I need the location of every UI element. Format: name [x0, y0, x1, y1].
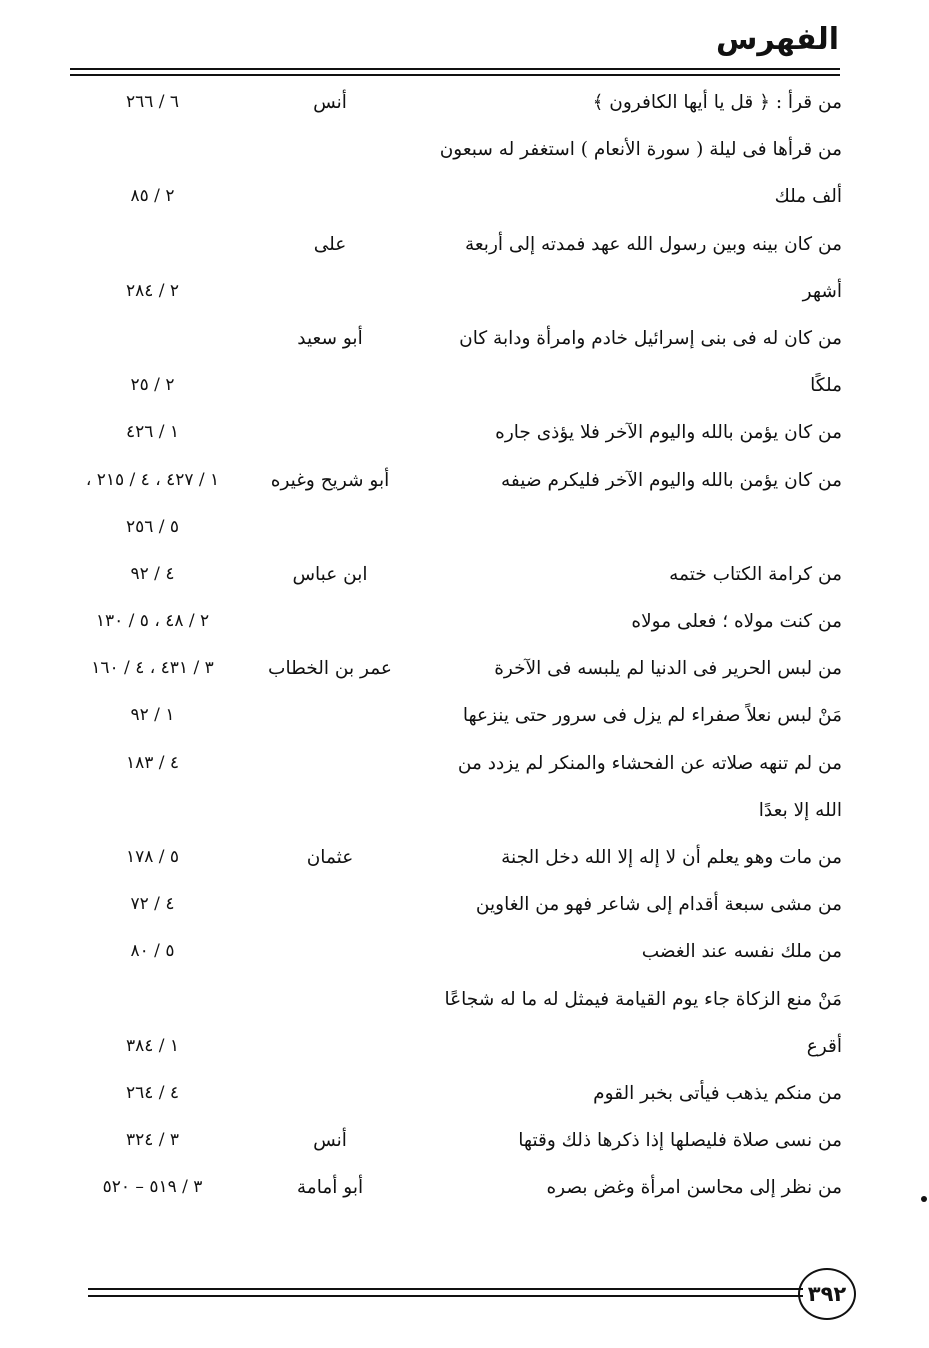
narrator-name: عمر بن الخطاب	[268, 658, 392, 680]
page-title: الفهرس	[715, 22, 839, 57]
volume-page-reference: ٣ / ٤٣١ ، ٤ / ١٦٠	[91, 658, 214, 679]
hadith-text: ملكًا	[810, 375, 842, 397]
hadith-text: من كرامة الكتاب ختمه	[669, 563, 842, 585]
hadith-text: من كان يؤمن بالله واليوم الآخر فلا يؤذى جاره	[495, 422, 842, 444]
narrator-name: أبو شريح وغيره	[270, 469, 390, 491]
narrator-name: أبو سعيد	[297, 327, 363, 349]
hadith-text: ألف ملك	[774, 186, 842, 208]
hadith-text: من مشى سبعة أقدام إلى شاعر فهو من الغاوين	[475, 894, 842, 916]
narrator-name: ابن عباس	[292, 563, 368, 585]
hadith-text: من قرأ : ﴿ قل يا أيها الكافرون ﴾	[592, 92, 842, 113]
volume-page-reference: ٤ / ٩٢	[130, 563, 175, 584]
volume-page-reference: ٤ / ٧٢	[130, 894, 175, 915]
index-row	[60, 129, 850, 176]
index-row	[60, 743, 850, 790]
header-rule-bottom	[70, 74, 840, 76]
index-row	[60, 931, 850, 978]
hadith-text: من كان يؤمن بالله واليوم الآخر فليكرم ضيفه	[501, 469, 842, 491]
hadith-text: من لبس الحرير فى الدنيا لم يلبسه فى الآخرة	[494, 658, 842, 680]
narrator-name: على	[313, 233, 347, 255]
volume-page-reference: ٤ / ١٨٣	[125, 752, 180, 773]
index-row	[60, 884, 850, 931]
page-number: ٣٩٢	[798, 1268, 856, 1320]
footer-rule-top	[88, 1288, 803, 1290]
index-row	[60, 318, 850, 365]
index-row	[60, 790, 850, 837]
hadith-text: من منكم يذهب فيأتى بخبر القوم	[593, 1082, 842, 1104]
volume-page-reference: ٦ / ٢٦٦	[125, 92, 180, 112]
index-row	[60, 460, 850, 507]
hadith-text: مَنْ منع الزكاة جاء يوم القيامة فيمثل له ما له شجاعًا	[444, 988, 842, 1010]
narrator-name: عثمان	[306, 847, 354, 868]
hadith-text: من نسى صلاة فليصلها إذا ذكرها ذلك وقتها	[518, 1130, 842, 1152]
header-rule-top	[70, 68, 840, 70]
volume-page-reference: ٥ / ٢٥٦	[125, 516, 180, 537]
index-row	[60, 695, 850, 742]
index-row	[60, 271, 850, 318]
hadith-text: من نظر إلى محاسن امرأة وغض بصره	[546, 1177, 842, 1199]
index-row	[60, 176, 850, 223]
index-row	[60, 82, 850, 129]
index-row	[60, 507, 850, 554]
volume-page-reference: ٣ / ٥١٩ – ٥٢٠	[102, 1177, 203, 1198]
index-row	[60, 601, 850, 648]
hadith-text: من كان له فى بنى إسرائيل خادم وامرأة ودابة كان	[459, 327, 842, 349]
hadith-text: من لم تنهه صلاته عن الفحشاء والمنكر لم يزدد من	[457, 752, 842, 774]
hadith-text: من كان بينه وبين رسول الله عهد فمدته إلى أربعة	[464, 233, 842, 255]
index-row	[60, 1026, 850, 1073]
index-row	[60, 648, 850, 695]
hadith-text: مَنْ لبس نعلاً صفراء لم يزل فى سرور حتى ينزعها	[462, 705, 842, 727]
footer-rule-bottom	[88, 1295, 803, 1297]
index-row	[60, 412, 850, 459]
hadith-text: أشهر	[802, 280, 842, 302]
index-row	[60, 979, 850, 1026]
narrator-name: أنس	[313, 92, 347, 113]
index-row	[60, 1167, 850, 1214]
volume-page-reference: ١ / ٣٨٤	[125, 1035, 180, 1056]
index-row	[60, 1120, 850, 1167]
hadith-text: من كنت مولاه ؛ فعلى مولاه	[631, 611, 842, 633]
index-row	[60, 1073, 850, 1120]
index-row	[60, 554, 850, 601]
hadith-text: أقرع	[806, 1035, 842, 1057]
narrator-name: أنس	[313, 1130, 347, 1152]
volume-page-reference: ٢ / ٨٥	[130, 186, 175, 207]
volume-page-reference: ٢ / ٢٨٤	[125, 280, 180, 301]
margin-mark	[921, 1196, 927, 1202]
hadith-text: من قرأها فى ليلة ( سورة الأنعام ) استغفر له سبعون	[439, 139, 842, 161]
volume-page-reference: ٢ / ٢٥	[130, 375, 175, 396]
volume-page-reference: ١ / ٤٢٧ ، ٤ / ٢١٥ ،	[85, 469, 220, 490]
index-row	[60, 224, 850, 271]
hadith-text: من مات وهو يعلم أن لا إله إلا الله دخل الجنة	[501, 847, 842, 868]
index-table	[60, 82, 850, 1215]
volume-page-reference: ٥ / ١٧٨	[125, 847, 180, 867]
volume-page-reference: ٥ / ٨٠	[130, 941, 175, 962]
volume-page-reference: ٣ / ٣٢٤	[125, 1130, 180, 1151]
index-row	[60, 365, 850, 412]
volume-page-reference: ١ / ٩٢	[130, 705, 175, 726]
narrator-name: أبو أمامة	[296, 1177, 364, 1199]
hadith-text: الله إلا بعدًا	[758, 799, 842, 821]
volume-page-reference: ١ / ٤٢٦	[125, 422, 180, 443]
index-row	[60, 837, 850, 884]
volume-page-reference: ٤ / ٢٦٤	[125, 1082, 180, 1103]
volume-page-reference: ٢ / ٤٨ ، ٥ / ١٣٠	[95, 611, 210, 632]
hadith-text: من ملك نفسه عند الغضب	[641, 941, 842, 963]
